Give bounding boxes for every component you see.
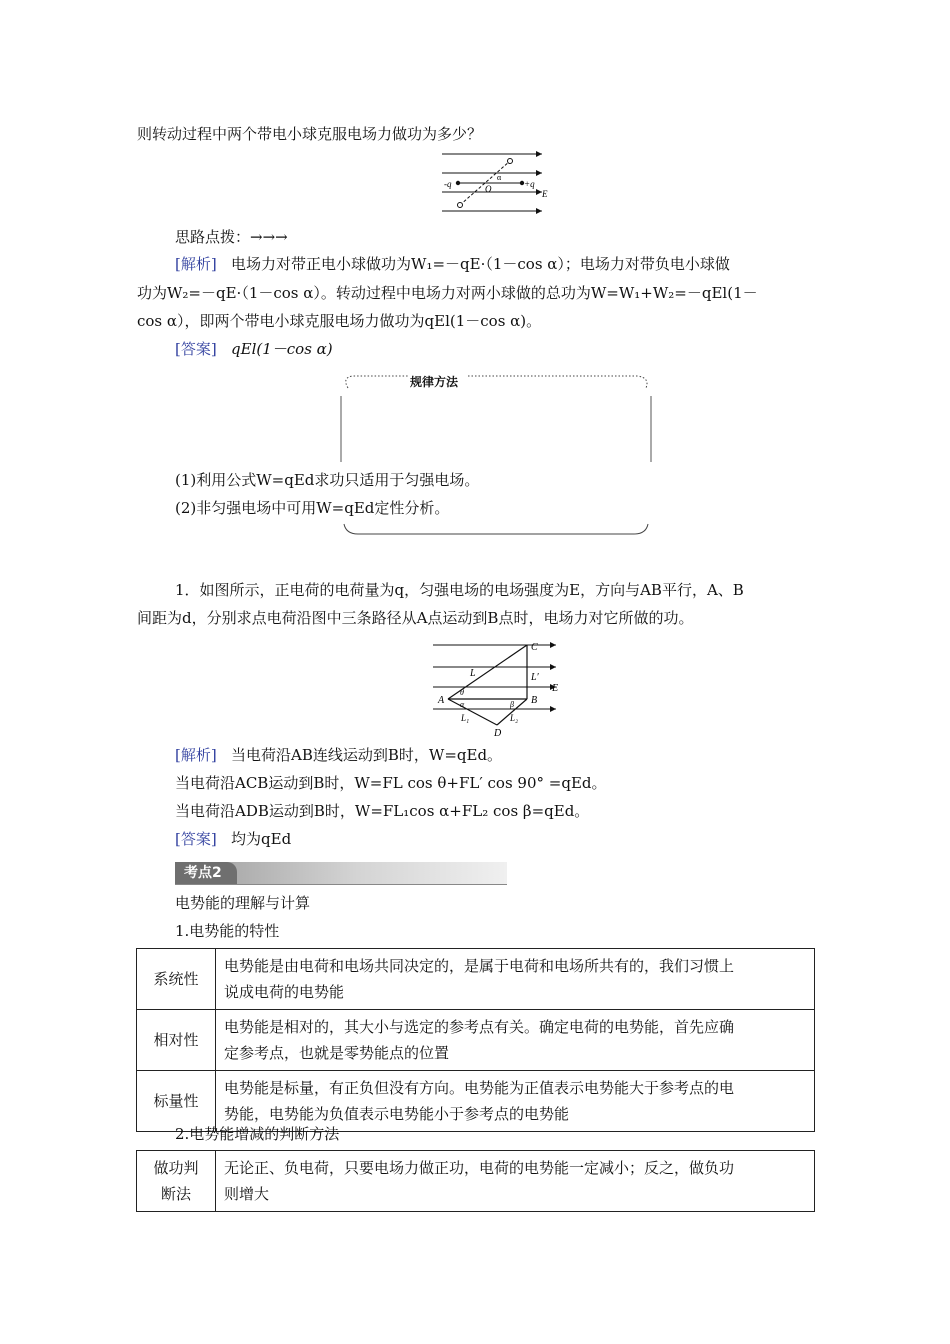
field-label: E [542, 189, 548, 199]
row-head: 系统性 [137, 949, 216, 1010]
solution-line-2: 当电荷沿ACB运动到B时，W=FL cos θ+FL′ cos 90° =qEd。 [175, 774, 607, 792]
table2-heading: 2.电势能增减的判断方法 [175, 1125, 340, 1143]
problem-line-1: 1．如图所示，正电荷的电荷量为q，匀强电场的电场强度为E，方向与AB平行，A、B [175, 581, 744, 599]
row-head: 相对性 [137, 1010, 216, 1071]
paths-figure [430, 637, 570, 737]
pos-charge-label: +q [524, 179, 535, 189]
neg-charge-label: -q [444, 179, 452, 189]
row-head: 做功判 断法 [137, 1151, 216, 1212]
table1-heading: 1.电势能的特性 [175, 922, 280, 940]
row-head: 标量性 [137, 1071, 216, 1132]
beta-label: β [510, 700, 514, 709]
rule-item-1: (1)利用公式W=qEd求功只适用于匀强电场。 [175, 471, 480, 489]
rule-item-2: (2)非匀强电场中可用W=qEd定性分析。 [175, 499, 450, 517]
solution-tag: [解析] [175, 746, 217, 764]
analysis-tag: [解析] [175, 255, 217, 273]
alpha-label: α [460, 700, 465, 709]
solution-answer-tag: [答案] [175, 830, 217, 848]
table-row [137, 1151, 815, 1212]
row-body: 电势能是相对的，其大小与选定的参考点有关。确定电荷的电势能，首先应确 定参考点，也就是零势能点的位置 [216, 1010, 815, 1071]
solution-answer-line: [答案] 均为qEd [175, 830, 292, 848]
angle-label: α [497, 173, 502, 182]
point-d-label: D [494, 728, 502, 737]
answer-tag: [答案] [175, 340, 217, 358]
path-l-label: L [470, 668, 476, 679]
section-title: 电势能的理解与计算 [175, 894, 311, 912]
solution-line-3: 当电荷沿ADB运动到B时，W=FL₁cos α+FL₂ cos β=qEd。 [175, 802, 590, 820]
analysis-line-2: 功为W₂=－qE·（1－cos α）。转动过程中电场力对两小球做的总功为W=W₁+W₂=－qEl(1－ [137, 284, 758, 302]
dipole-figure [438, 150, 553, 220]
point-c-label: C [531, 642, 538, 653]
section-label: 考点2 [184, 865, 222, 881]
question-text: 则转动过程中两个带电小球克服电场力做功为多少？ [137, 125, 483, 143]
path-l2-label: L₂ [510, 713, 519, 723]
analysis-line-1: [解析] 电场力对带正电小球做功为W₁=－qE·（1－cos α）；电场力对带负电小球做 [175, 255, 730, 273]
field-e-label: E [552, 683, 559, 694]
path-lprime-label: L′ [531, 672, 539, 683]
theta-label: θ [460, 688, 464, 697]
answer-line: [答案] qEl(1－cos α) [175, 340, 333, 358]
rule-box-title: 规律方法 [410, 375, 459, 389]
path-l1-label: L₁ [461, 713, 470, 723]
solution-line-1: [解析] 当电荷沿AB连线运动到B时，W=qEd。 [175, 746, 503, 764]
row-body: 电势能是由电荷和电场共同决定的，是属于电荷和电场所共有的，我们习惯上 说成电荷的电势能 [216, 949, 815, 1010]
problem-line-2: 间距为d，分别求点电荷沿图中三条路径从A点运动到B点时，电场力对它所做的功。 [137, 609, 694, 627]
table-row [137, 1010, 815, 1071]
point-b-label: B [531, 695, 538, 706]
table-row [137, 1071, 815, 1132]
row-body: 电势能是标量，有正负但没有方向。电势能为正值表示电势能大于参考点的电 势能，电势能为负值表示电势能小于参考点的电势能 [216, 1071, 815, 1132]
row-body: 无论正、负电荷，只要电场力做正功，电荷的电势能一定减小；反之，做负功 则增大 [216, 1151, 815, 1212]
method-table [136, 1150, 815, 1212]
hint-text: 思路点拨：→→→ [175, 228, 288, 246]
center-label: O [485, 184, 492, 194]
analysis-line-3: cos α），即两个带电小球克服电场力做功为qEl(1－cos α)。 [137, 312, 542, 330]
property-table [136, 948, 815, 1132]
point-a-label: A [438, 695, 445, 706]
table-row [137, 949, 815, 1010]
